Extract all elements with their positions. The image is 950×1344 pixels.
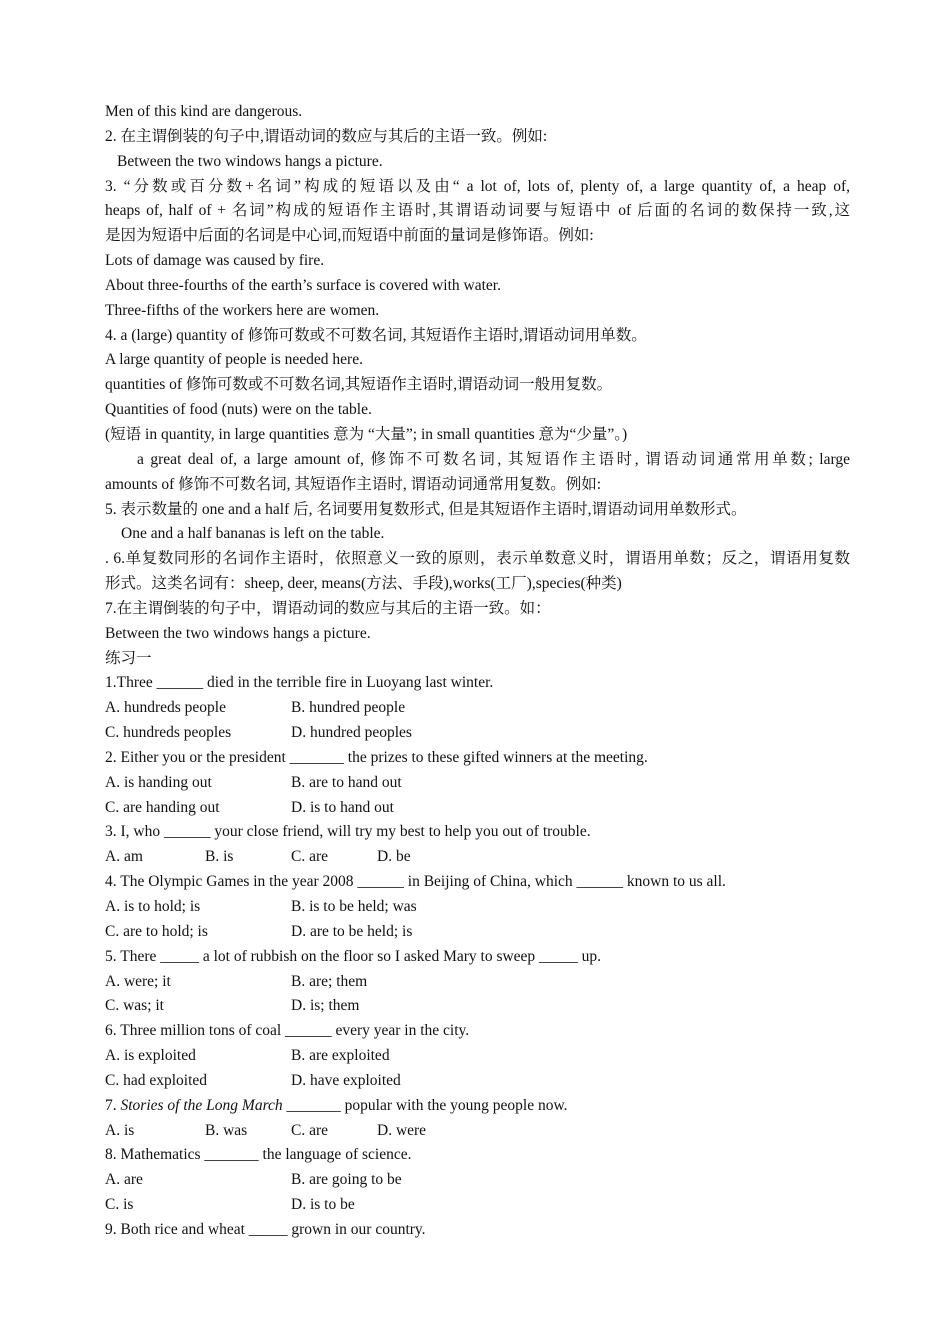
option-b: B. are to hand out xyxy=(291,773,402,791)
option-a: A. is exploited xyxy=(105,1047,196,1065)
text-line: Men of this kind are dangerous. xyxy=(105,103,303,120)
option-c: C. had exploited xyxy=(105,1071,208,1089)
option-c: C. was; it xyxy=(105,997,164,1015)
question-6-options-row-2 xyxy=(105,1069,850,1094)
document-page xyxy=(105,100,850,1243)
option-c: C. are xyxy=(291,848,329,866)
example-line: A large quantity of people is needed here. xyxy=(105,351,363,369)
example-line: Three-fifths of the workers here are women. xyxy=(105,301,380,319)
rule-4-quantities: quantities of 修饰可数或不可数名词,其短语作主语时,谓语动词一般用复数。 xyxy=(105,376,613,394)
question-9-stem: 9. Both rice and wheat _____ grown in our country. xyxy=(105,1220,426,1238)
option-a: A. is to hold; is xyxy=(105,898,201,915)
question-3-options xyxy=(105,845,850,870)
rule-3-line-2: heaps of, half of + 名词”构成的短语作主语时,其谓语动词要与短语中 of 后面的名词的数保持一致,这 xyxy=(105,202,850,220)
option-a: A. is handing out xyxy=(105,773,212,791)
rule-4: 4. a (large) quantity of 修饰可数或不可数名词, 其短语作主语时,谓语动词用单数。 xyxy=(105,326,647,344)
example-line: Between the two windows hangs a picture. xyxy=(105,624,371,642)
option-d: D. have exploited xyxy=(291,1071,401,1089)
rule-5: 5. 表示数量的 one and a half 后, 名词要用复数形式, 但是其短语作主语时,谓语动词用单数形式。 xyxy=(105,500,747,518)
rule-3-line-1: 3. “分数或百分数+名词”构成的短语以及由“ a lot of, lots of, plenty of, a large quantity of, a heap of, xyxy=(105,177,850,195)
option-d: D. is; them xyxy=(291,997,360,1015)
example-line: Lots of damage was caused by fire. xyxy=(105,252,325,270)
question-7-book-title: Stories of the Long March xyxy=(120,1096,283,1114)
question-8-options-row-2 xyxy=(105,1193,850,1218)
question-8-stem: 8. Mathematics _______ the language of science. xyxy=(105,1146,412,1164)
option-a: A. are xyxy=(105,1171,143,1189)
example-line: Quantities of food (nuts) were on the table. xyxy=(105,401,372,419)
option-a: A. were; it xyxy=(105,972,171,990)
rule-2: 2. 在主谓倒装的句子中,谓语动词的数应与其后的主语一致。例如: xyxy=(105,127,548,145)
question-4-options-row-2 xyxy=(105,920,850,945)
rule-6-line-1: . 6.单复数同形的名词作主语时，依照意义一致的原则，表示单数意义时，谓语用单数；反之，谓语用复数 xyxy=(105,550,850,568)
question-2-options-row-1 xyxy=(105,771,850,796)
question-4-options-row-1 xyxy=(105,895,850,920)
question-2-stem: 2. Either you or the president _______ the prizes to these gifted winners at the meeting. xyxy=(105,748,648,766)
question-7-rest: _______ popular with the young people now. xyxy=(282,1096,568,1114)
option-a: A. hundreds people xyxy=(105,699,226,717)
rule-amount-line-1: a great deal of, a large amount of, 修饰不可数名词, 其短语作主语时, 谓语动词通常用单数; large xyxy=(137,450,850,468)
option-c: C. hundreds peoples xyxy=(105,724,232,742)
rule-amount-line-2: amounts of 修饰不可数名词, 其短语作主语时, 谓语动词通常用复数。例如: xyxy=(105,475,601,493)
question-7-options xyxy=(105,1119,850,1144)
option-d: D. is to hand out xyxy=(291,798,394,816)
option-d: D. be xyxy=(377,848,411,866)
question-7-stem xyxy=(105,1094,850,1119)
question-6-options-row-1 xyxy=(105,1044,850,1069)
option-d: D. are to be held; is xyxy=(291,922,413,940)
question-1-stem: 1.Three ______ died in the terrible fire in Luoyang last winter. xyxy=(105,674,494,692)
option-b: B. is to be held; was xyxy=(291,898,417,915)
option-b: B. hundred people xyxy=(291,699,406,717)
rule-7: 7.在主谓倒装的句子中，谓语动词的数应与其后的主语一致。如： xyxy=(105,599,551,617)
example-line: One and a half bananas is left on the table. xyxy=(121,525,385,543)
phrase-note: (短语 in quantity, in large quantities 意为 “大量”; in small quantities 意为“少量”。) xyxy=(105,425,628,443)
option-c: C. are to hold; is xyxy=(105,922,208,940)
rule-3-line-3: 是因为短语中后面的名词是中心词,而短语中前面的量词是修饰语。例如: xyxy=(105,227,594,245)
example-line: About three-fourths of the earth’s surface is covered with water. xyxy=(105,276,501,294)
example-line: Between the two windows hangs a picture. xyxy=(117,152,383,170)
option-b: B. is xyxy=(205,848,234,866)
option-b: B. are exploited xyxy=(291,1047,390,1065)
question-8-options-row-1 xyxy=(105,1168,850,1193)
option-c: C. are handing out xyxy=(105,798,220,816)
option-b: B. was xyxy=(205,1121,248,1139)
option-d: D. hundred peoples xyxy=(291,724,412,742)
option-d: D. is to be xyxy=(291,1196,355,1214)
question-6-stem: 6. Three million tons of coal ______ every year in the city. xyxy=(105,1022,470,1040)
option-b: B. are going to be xyxy=(291,1171,402,1189)
question-5-stem: 5. There _____ a lot of rubbish on the floor so I asked Mary to sweep _____ up. xyxy=(105,947,602,965)
exercise-heading: 练习一 xyxy=(105,649,152,667)
question-1-options-row-2 xyxy=(105,721,850,746)
question-7-number: 7. xyxy=(105,1096,121,1114)
question-1-options-row-1 xyxy=(105,696,850,721)
option-d: D. were xyxy=(377,1121,427,1139)
question-5-options-row-1 xyxy=(105,970,850,995)
option-c: C. are xyxy=(291,1121,329,1139)
rule-6-line-2: 形式。这类名词有：sheep, deer, means(方法、手段),works(工厂),species(种类) xyxy=(105,575,622,593)
option-c: C. is xyxy=(105,1196,134,1214)
question-2-options-row-2 xyxy=(105,796,850,821)
question-5-options-row-2 xyxy=(105,994,850,1019)
question-3-stem: 3. I, who ______ your close friend, will try my best to help you out of trouble. xyxy=(105,823,591,841)
option-b: B. are; them xyxy=(291,972,368,990)
option-a: A. am xyxy=(105,848,143,866)
option-a: A. is xyxy=(105,1121,135,1139)
question-4-stem: 4. The Olympic Games in the year 2008 ______ in Beijing of China, which ______ known to us all. xyxy=(105,873,726,891)
